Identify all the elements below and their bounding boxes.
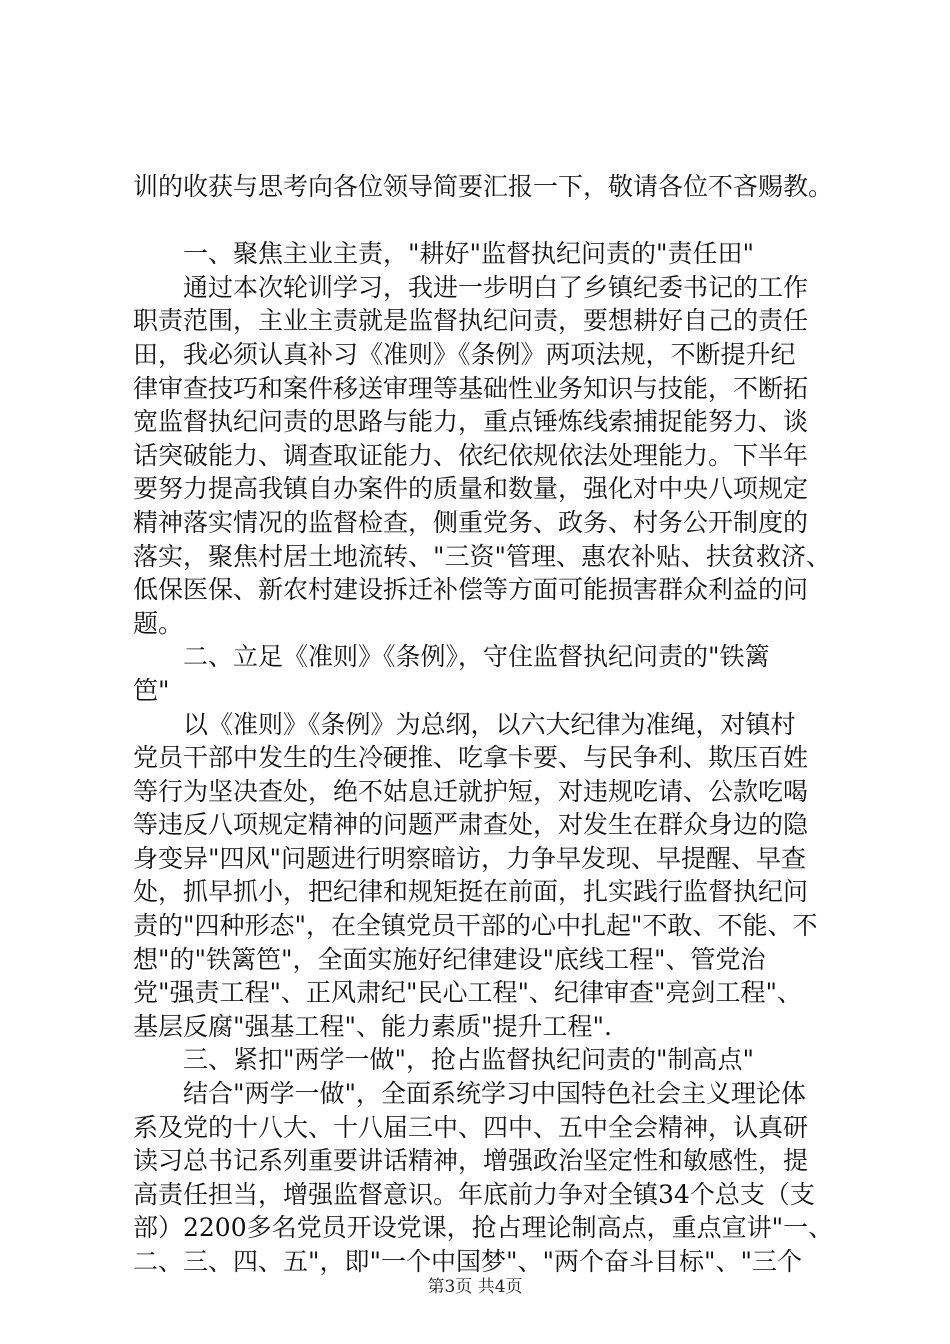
page-number-label: 第3页 共4页 xyxy=(427,1277,523,1297)
text-line: 处，抓早抓小，把纪律和规矩挺在前面，扎实践行监督执纪问 xyxy=(133,877,809,907)
text-line: 宽监督执纪问责的思路与能力，重点锤炼线索捕捉能努力、谈 xyxy=(133,407,809,437)
text-line: 系及党的十八大、十八届三中、四中、五中全会精神，认真研 xyxy=(133,1112,809,1142)
text-line: 身变异"四风"问题进行明察暗访，力争早发现、早提醒、早查 xyxy=(133,843,807,873)
text-line: 结合"两学一做"，全面系统学习中国特色社会主义理论体 xyxy=(133,1079,807,1109)
section-heading-1: 一、聚焦主业主责，"耕好"监督执纪问责的"责任田" xyxy=(133,239,754,269)
section-heading-2: 二、立足《准则》《条例》，守住监督执纪问责的"铁篱 xyxy=(133,642,770,672)
text-line: 要努力提高我镇自办案件的质量和数量，强化对中央八项规定 xyxy=(133,474,809,504)
section-heading-3: 三、紧扣"两学一做"，抢占监督执纪问责的"制高点" xyxy=(133,1045,754,1075)
text-line: 话突破能力、调查取证能力、依纪依规依法处理能力。下半年 xyxy=(133,440,809,470)
text-line: 二、三、四、五"，即"一个中国梦"、"两个奋斗目标"、"三个 xyxy=(133,1247,802,1276)
text-line: 职责范围，主业主责就是监督执纪问责，要想耕好自己的责任 xyxy=(133,306,809,336)
page-footer xyxy=(0,1272,950,1297)
text-line: 读习总书记系列重要讲话精神，增强政治坚定性和敏感性，提 xyxy=(133,1146,809,1176)
text-line: 田，我必须认真补习《准则》《条例》两项法规，不断提升纪 xyxy=(133,339,796,369)
document-body xyxy=(133,170,833,1279)
blank-line xyxy=(133,204,833,238)
text-line: 精神落实情况的监督检查，侧重党务、政务、村务公开制度的 xyxy=(133,507,809,537)
text-line: 高责任担当，增强监督意识。年底前力争对全镇34个总支（支 xyxy=(133,1179,815,1209)
text-line: 通过本次轮训学习，我进一步明白了乡镇纪委书记的工作 xyxy=(133,272,809,302)
text-line: 落实，聚焦村居土地流转、"三资"管理、惠农补贴、扶贫救济、 xyxy=(133,541,832,571)
text-line: 基层反腐"强基工程"、能力素质"提升工程". xyxy=(133,1011,612,1041)
text-line: 等行为坚决查处，绝不姑息迁就护短，对违规吃请、公款吃喝 xyxy=(133,776,809,806)
text-line: 题。 xyxy=(133,608,184,638)
text-line: 想"的"铁篱笆"，全面实施好纪律建设"底线工程"、管党治 xyxy=(133,944,766,974)
text-line: 低保医保、新农村建设拆迁补偿等方面可能损害群众利益的问 xyxy=(133,575,809,605)
section-heading-2-cont: 笆" xyxy=(133,675,170,705)
text-line: 党"强责工程"、正风肃纪"民心工程"、纪律审查"亮剑工程"、 xyxy=(133,978,802,1008)
text-line: 党员干部中发生的生冷硬推、吃拿卡要、与民争利、欺压百姓 xyxy=(133,743,809,773)
text-line: 以《准则》《条例》为总纲，以六大纪律为准绳，对镇村 xyxy=(133,709,796,739)
text-line: 训的收获与思考向各位领导简要汇报一下，敬请各位不吝赐教。 xyxy=(133,172,833,201)
text-line: 部）2200多名党员开设党课，抢占理论制高点，重点宣讲"一、 xyxy=(133,1213,833,1243)
text-line: 等违反八项规定精神的问题严肃查处，对发生在群众身边的隐 xyxy=(133,810,809,840)
text-line: 责的"四种形态"，在全镇党员干部的心中扎起"不敢、不能、不 xyxy=(133,911,818,941)
text-line: 律审查技巧和案件移送审理等基础性业务知识与技能，不断拓 xyxy=(133,373,809,403)
